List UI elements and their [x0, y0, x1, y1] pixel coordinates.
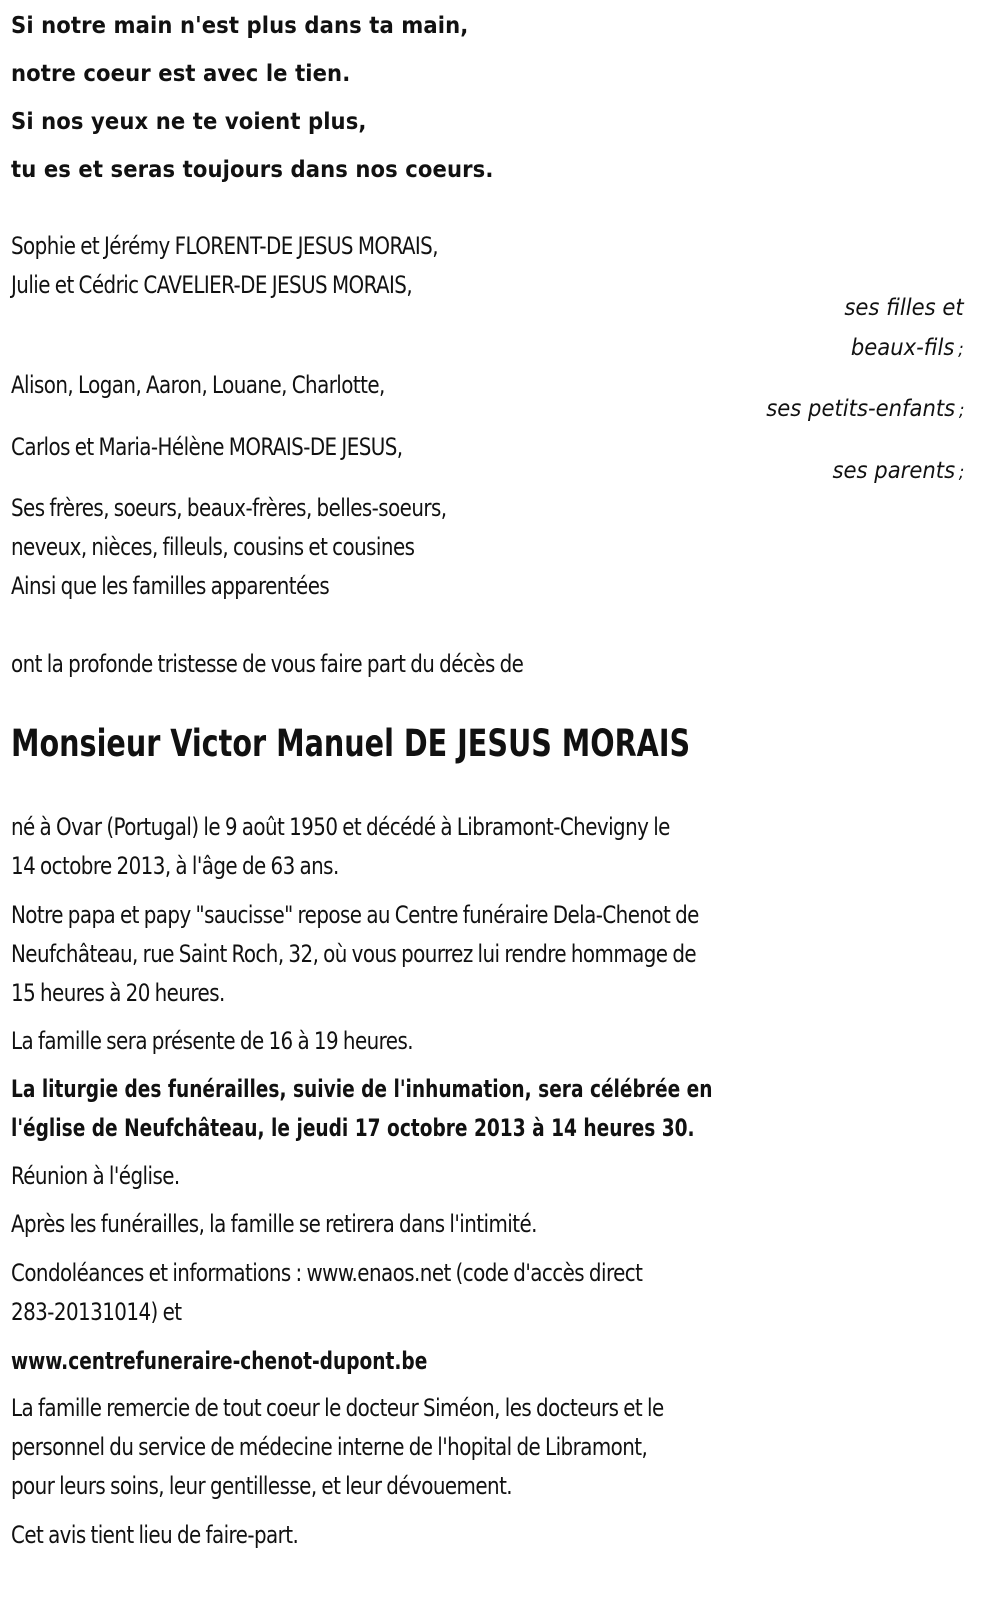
repose-line: Notre papa et papy "saucisse" repose au Centre funéraire Dela-Chenot de — [11, 901, 699, 929]
liturgy-line: La liturgie des funérailles, suivie de l'inhumation, sera célébrée en — [11, 1075, 713, 1103]
announcement-text: ont la profonde tristesse de vous faire part du décès de — [11, 650, 524, 678]
condolences-line: 283-20131014) et — [11, 1298, 182, 1326]
birth-death-line: 14 octobre 2013, à l'âge de 63 ans. — [11, 852, 339, 880]
meeting-text: Réunion à l'église. — [11, 1162, 180, 1190]
family-others-line: Ses frères, soeurs, beaux-frères, belles-soeurs, — [11, 494, 447, 522]
role-daughters-line2: beaux-fils ; — [851, 335, 964, 361]
after-funeral-text: Après les funérailles, la famille se retirera dans l'intimité. — [11, 1210, 537, 1238]
role-grandchildren: ses petits-enfants ; — [765, 396, 964, 422]
family-parents: Carlos et Maria-Hélène MORAIS-DE JESUS, — [11, 433, 403, 461]
role-parents: ses parents ; — [832, 458, 964, 484]
condolences-line: Condoléances et informations : www.enaos.net (code d'accès direct — [11, 1259, 643, 1287]
poem-line: Si nos yeux ne te voient plus, — [11, 107, 367, 135]
poem-line: Si notre main n'est plus dans ta main, — [11, 11, 469, 39]
repose-line: Neufchâteau, rue Saint Roch, 32, où vous pourrez lui rendre hommage de — [11, 940, 697, 968]
closing-text: Cet avis tient lieu de faire-part. — [11, 1521, 299, 1549]
deceased-name-heading: Monsieur Victor Manuel DE JESUS MORAIS — [11, 722, 691, 765]
family-presence-text: La famille sera présente de 16 à 19 heures. — [11, 1027, 414, 1055]
family-grandchildren: Alison, Logan, Aaron, Louane, Charlotte, — [11, 371, 385, 399]
thanks-line: pour leurs soins, leur gentillesse, et leur dévouement. — [11, 1472, 513, 1500]
repose-line: 15 heures à 20 heures. — [11, 979, 225, 1007]
thanks-line: La famille remercie de tout coeur le docteur Siméon, les docteurs et le — [11, 1394, 664, 1422]
family-daughter-line: Sophie et Jérémy FLORENT-DE JESUS MORAIS, — [11, 232, 438, 260]
poem-line: tu es et seras toujours dans nos coeurs. — [11, 155, 494, 183]
funeral-center-website-link[interactable]: www.centrefuneraire-chenot-dupont.be — [11, 1347, 428, 1375]
role-daughters-line1: ses filles et — [844, 295, 964, 321]
poem-line: notre coeur est avec le tien. — [11, 59, 351, 87]
family-daughter-line: Julie et Cédric CAVELIER-DE JESUS MORAIS, — [11, 271, 413, 299]
family-others-line: Ainsi que les familles apparentées — [11, 572, 330, 600]
birth-death-line: né à Ovar (Portugal) le 9 août 1950 et décédé à Libramont-Chevigny le — [11, 813, 670, 841]
thanks-line: personnel du service de médecine interne de l'hopital de Libramont, — [11, 1433, 648, 1461]
family-others-line: neveux, nièces, filleuls, cousins et cousines — [11, 533, 415, 561]
liturgy-line: l'église de Neufchâteau, le jeudi 17 octobre 2013 à 14 heures 30. — [11, 1114, 695, 1142]
